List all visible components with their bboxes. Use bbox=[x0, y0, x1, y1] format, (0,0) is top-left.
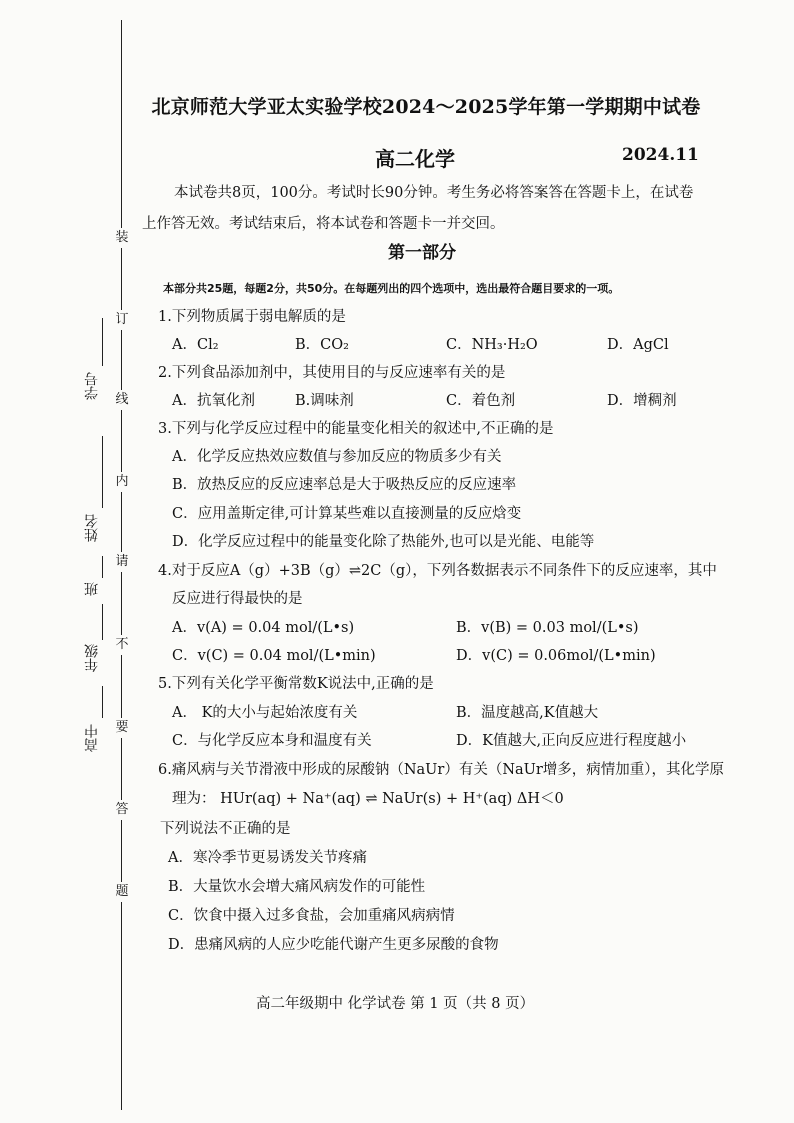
q2-option-d[interactable]: D．增稠剂 bbox=[607, 393, 677, 409]
q3-option-d[interactable]: D．化学反应过程中的能量变化除了热能外,也可以是光能、电能等 bbox=[172, 534, 595, 550]
question-6-stem: 6.痛风病与关节滑液中形成的尿酸钠（NaUr）有关（NaUr增多，病情加重），其化学原 bbox=[158, 762, 725, 778]
class-label: 班 bbox=[84, 582, 100, 596]
q4-option-a[interactable]: A．v(A) = 0.04 mol/(L•s) bbox=[172, 620, 355, 636]
binding-char: 装 bbox=[112, 228, 132, 248]
question-6-prompt: 下列说法不正确的是 bbox=[160, 821, 291, 837]
question-2-stem: 2.下列食品添加剂中，其使用目的与反应速率有关的是 bbox=[158, 365, 506, 381]
subject-title: 高二化学 bbox=[375, 147, 455, 171]
q5-option-d[interactable]: D．K值越大,正向反应进行程度越小 bbox=[456, 733, 687, 749]
q1-option-c[interactable]: C．NH₃·H₂O bbox=[446, 337, 538, 353]
binding-char: 要 bbox=[112, 718, 132, 738]
q5-option-b[interactable]: B．温度越高,K值越大 bbox=[456, 705, 599, 721]
grade-label: 年级 bbox=[84, 644, 100, 672]
question-4-stem-cont: 反应进行得最快的是 bbox=[172, 591, 303, 607]
q1-option-b[interactable]: B．CO₂ bbox=[295, 337, 349, 353]
q1-option-d[interactable]: D．AgCl bbox=[607, 337, 669, 353]
student-id-blank[interactable] bbox=[102, 318, 103, 366]
q4-option-d[interactable]: D．v(C) = 0.06mol/(L•min) bbox=[456, 648, 656, 664]
binding-char: 请 bbox=[112, 552, 132, 572]
question-6-equation: 理为： HUr(aq) + Na⁺(aq) ⇌ NaUr(s) + H⁺(aq) ΔH＜0 bbox=[172, 791, 564, 807]
binding-char: 线 bbox=[112, 390, 132, 410]
page-footer: 高二年级期中 化学试卷 第 1 页（共 8 页） bbox=[256, 996, 535, 1012]
binding-char: 答 bbox=[112, 800, 132, 820]
binding-char: 订 bbox=[112, 310, 132, 330]
exam-date: 2024.11 bbox=[622, 145, 699, 165]
question-5-stem: 5.下列有关化学平衡常数K说法中,正确的是 bbox=[158, 676, 434, 692]
q2-option-c[interactable]: C．着色剂 bbox=[446, 393, 516, 409]
q3-option-c[interactable]: C．应用盖斯定律,可计算某些难以直接测量的反应焓变 bbox=[172, 506, 522, 522]
question-1-stem: 1.下列物质属于弱电解质的是 bbox=[158, 309, 346, 325]
q2-option-b[interactable]: B.调味剂 bbox=[295, 393, 354, 409]
q5-option-a[interactable]: A． K的大小与起始浓度有关 bbox=[172, 705, 358, 721]
question-3-stem: 3.下列与化学反应过程中的能量变化相关的叙述中,不正确的是 bbox=[158, 421, 554, 437]
question-4-stem: 4.对于反应A（g）+3B（g）⇌2C（g），下列各数据表示不同条件下的反应速率，其中 bbox=[158, 563, 717, 579]
q1-option-a[interactable]: A．Cl₂ bbox=[172, 337, 219, 353]
q3-option-b[interactable]: B．放热反应的反应速率总是大于吸热反应的反应速率 bbox=[172, 477, 517, 493]
q6-option-c[interactable]: C．饮食中摄入过多食盐，会加重痛风病病情 bbox=[168, 908, 455, 924]
binding-char: 内 bbox=[112, 472, 132, 492]
section-note: 本部分共25题，每题2分，共50分。在每题列出的四个选项中，选出最符合题目要求的一项。 bbox=[163, 282, 620, 295]
instructions: 本试卷共8页，100分。考试时长90分钟。考生务必将答案答在答题卡上，在试卷上作答无效。考试结束后，将本试卷和答题卡一并交回。 bbox=[142, 185, 694, 232]
school-label: 高中 bbox=[84, 724, 100, 752]
q3-option-a[interactable]: A．化学反应热效应数值与参加反应的物质多少有关 bbox=[172, 449, 502, 465]
binding-char: 不 bbox=[112, 635, 132, 655]
binding-char: 题 bbox=[112, 882, 132, 902]
section-title: 第一部分 bbox=[388, 243, 456, 263]
q6-option-a[interactable]: A．寒冷季节更易诱发关节疼痛 bbox=[168, 850, 367, 866]
q6-option-d[interactable]: D．患痛风病的人应少吃能代谢产生更多尿酸的食物 bbox=[168, 937, 499, 953]
q5-option-c[interactable]: C．与化学反应本身和温度有关 bbox=[172, 733, 372, 749]
student-id-label: 学号 bbox=[84, 372, 100, 400]
q6-option-b[interactable]: B．大量饮水会增大痛风病发作的可能性 bbox=[168, 879, 426, 895]
exam-title: 北京师范大学亚太实验学校2024～2025学年第一学期期中试卷 bbox=[151, 96, 701, 118]
q4-option-b[interactable]: B．v(B) = 0.03 mol/(L•s) bbox=[456, 620, 639, 636]
class-blank[interactable] bbox=[102, 556, 103, 578]
name-blank[interactable] bbox=[102, 436, 103, 508]
q2-option-a[interactable]: A．抗氧化剂 bbox=[172, 393, 255, 409]
grade-blank[interactable] bbox=[102, 604, 103, 640]
name-label: 姓名 bbox=[84, 514, 100, 542]
school-blank[interactable] bbox=[102, 686, 103, 718]
q4-option-c[interactable]: C．v(C) = 0.04 mol/(L•min) bbox=[172, 648, 376, 664]
